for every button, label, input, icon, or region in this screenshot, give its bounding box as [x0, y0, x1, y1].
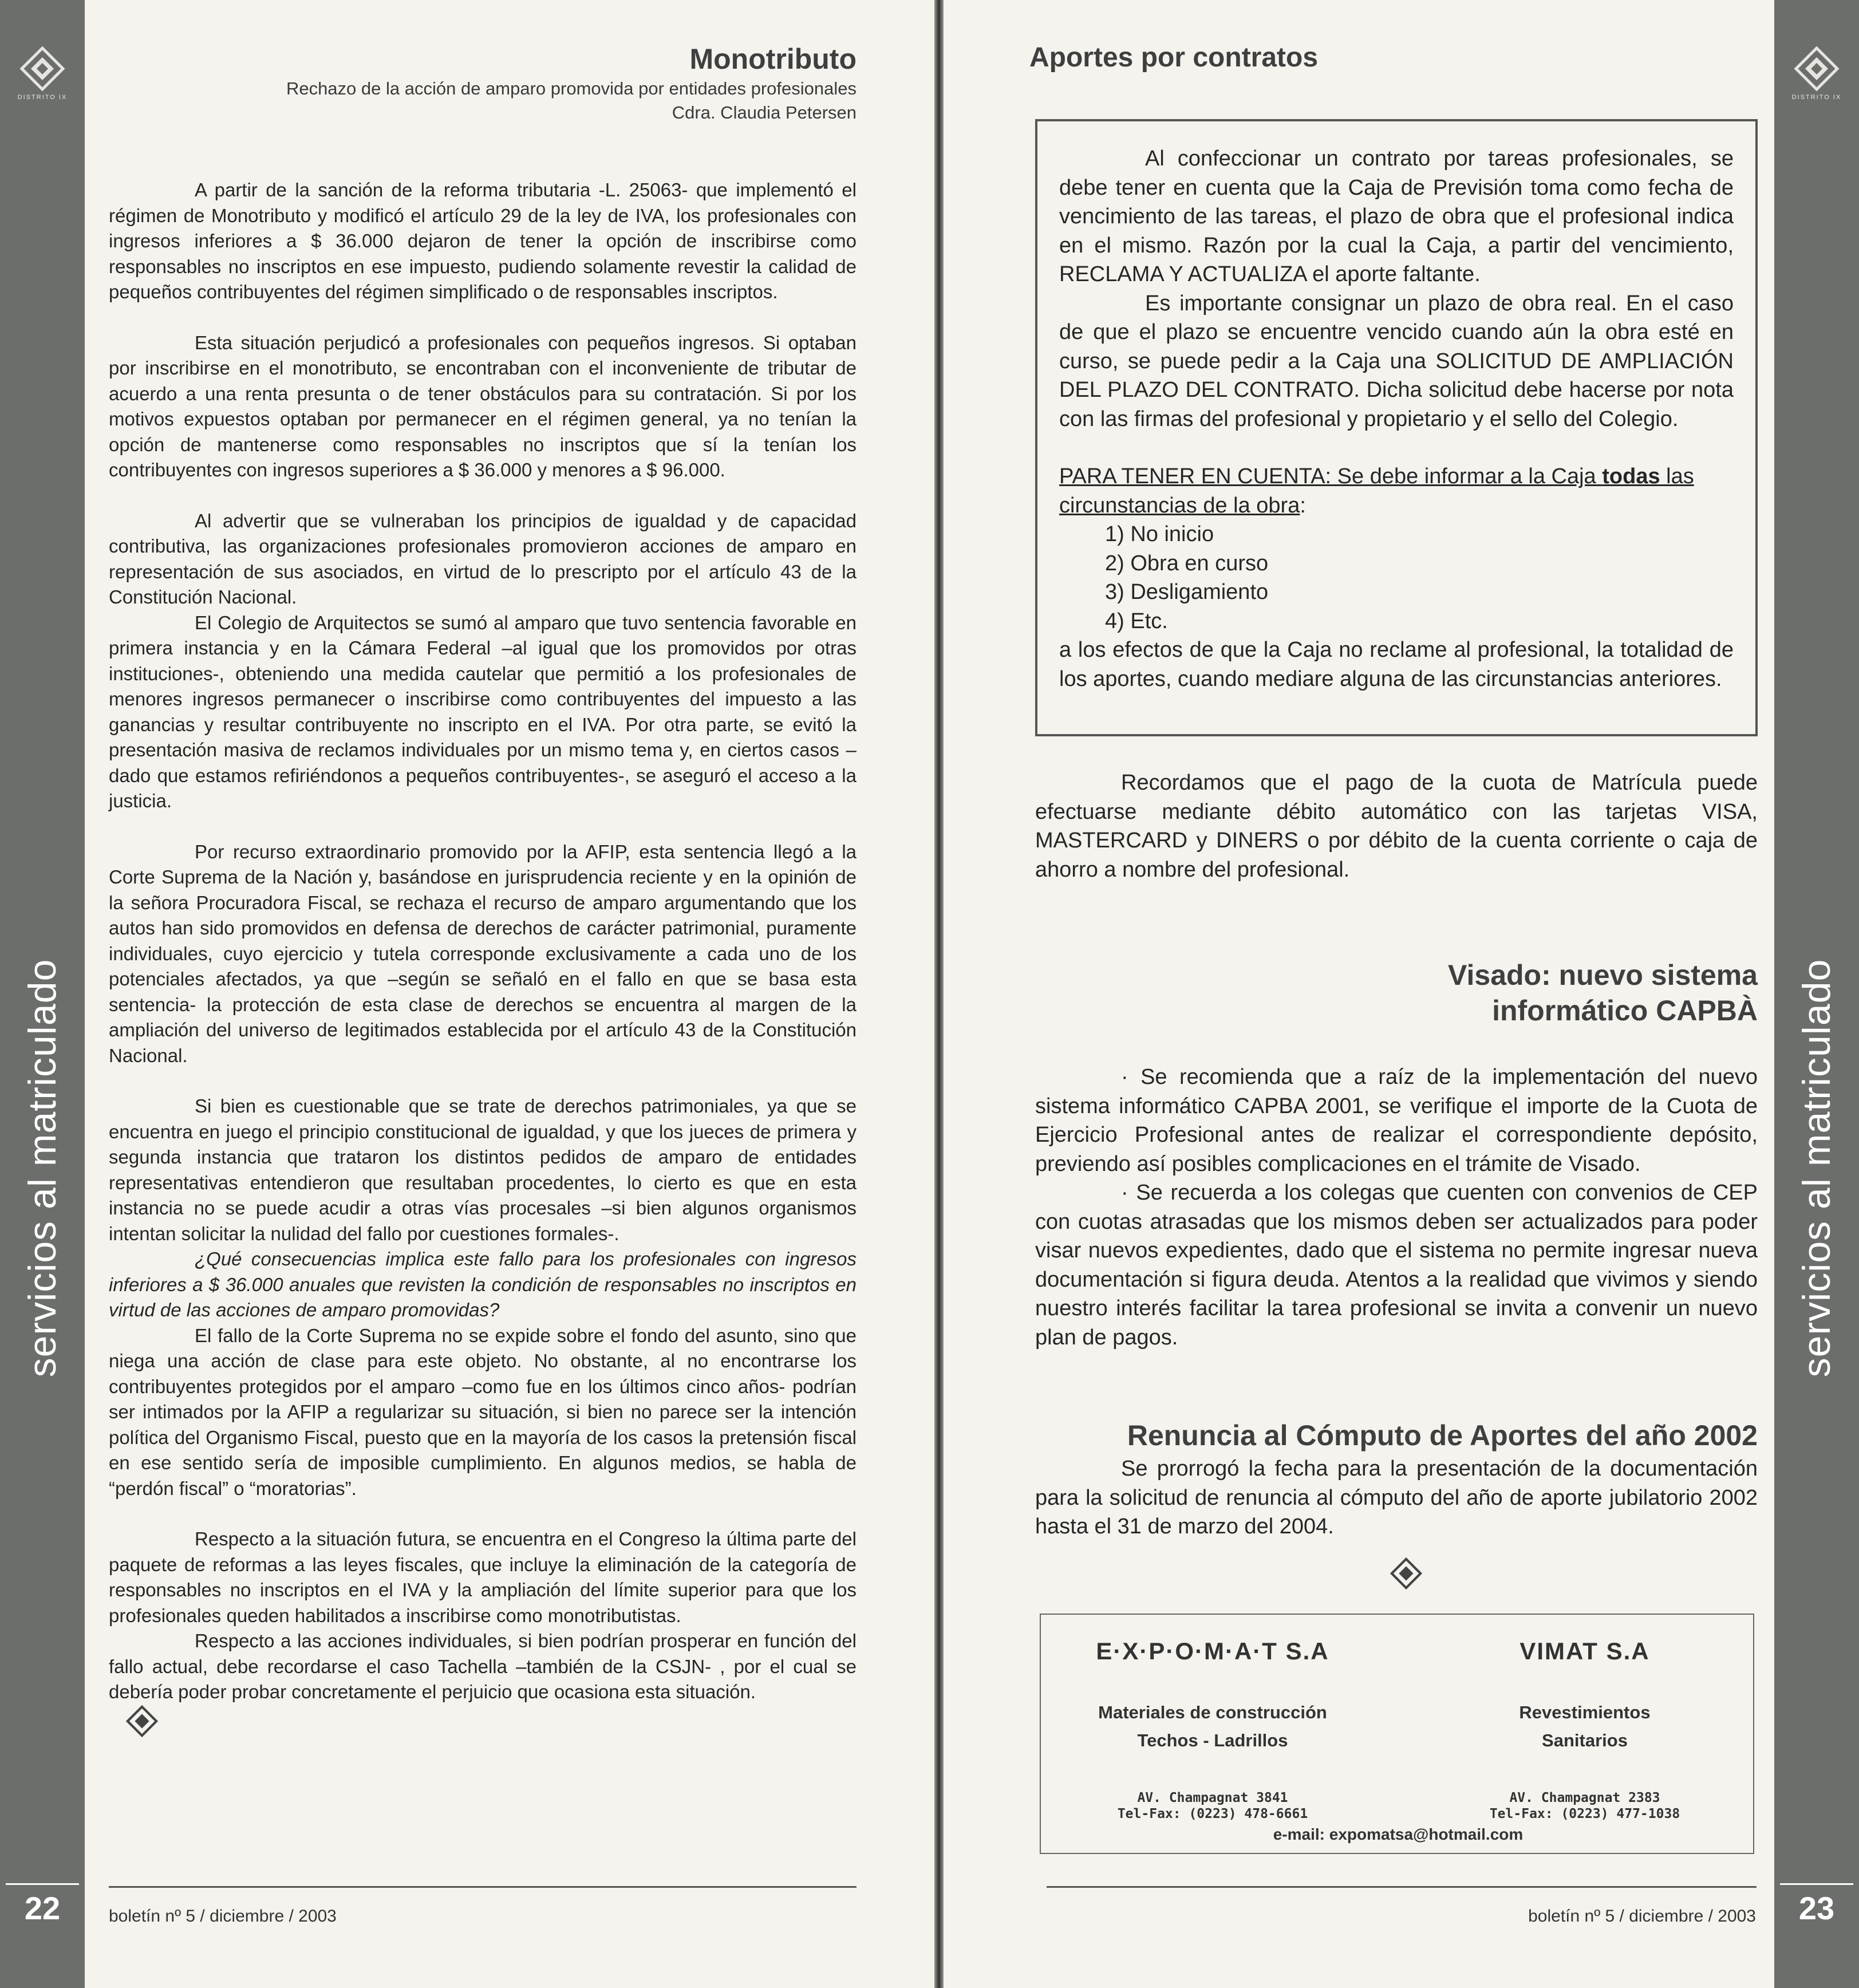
paragraph: Esta situación perjudicó a profesionales con pequeños ingresos. Si optaban por inscribirse en el monotributo, se encontraban con el inconveniente de tributar de acuerdo a una renta presunta o de tener obstáculos para su contratación. Si por los motivos expuestos optaban por permanecer en el régimen general, ya no tenían la opción de mantenerse como responsables no inscriptos que sí la tenían los contribuyentes con ingresos superiores a $ 36.000 y menores a $ 96.000. — [109, 332, 857, 480]
left-side-band — [0, 0, 85, 1988]
logo-caption: DISTRITO IX — [17, 94, 68, 101]
right-side-band — [1774, 0, 1859, 1988]
note-label: PARA TENER EN CUENTA — [1059, 464, 1325, 488]
visado-body — [1035, 1063, 1758, 1352]
note-paragraph — [1059, 462, 1734, 520]
advertisement-box — [1040, 1614, 1754, 1854]
paragraph: A partir de la sanción de la reforma tributaria -L. 25063- que implementó el régimen de Monotributo y modificó el artículo 29 de la ley de IVA, los profesionales con ingresos inferiores a $ 36.000 dejaron de tener la opción de inscribirse como responsables no inscriptos en ese impuesto, pudiendo solamente revestir la calidad de pequeños contribuyentes del régimen simplificado o de responsables inscriptos. — [109, 179, 857, 302]
paragraph: El fallo de la Corte Suprema no se expide sobre el fondo del asunto, sino que niega una acción de clase para este objeto. No obstante, al no encontrarse los contribuyentes protegidos por el amparo –como fue en los últimos cinco años- podrían ser intimados por la AFIP a regularizar su situación, si bien no parece ser la intención política del Organismo Fiscal, puesto que en la mayoría de los casos la pretensión fiscal en ese sentido sería de imposible cumplimiento. En algunos medios, se habla de “perdón fiscal” o “moratorias”. — [109, 1324, 857, 1499]
list-item: 1) No inicio — [1105, 522, 1214, 546]
ad-phone: Tel-Fax: (0223) 477-1038 — [1489, 1806, 1680, 1821]
ad-address: AV. Champagnat 2383 — [1509, 1790, 1660, 1805]
book-gutter — [934, 0, 944, 1988]
ad-line: Revestimientos — [1519, 1702, 1651, 1722]
aportes-box-text — [1059, 144, 1734, 693]
footer-rule — [1047, 1886, 1757, 1888]
page-number-box — [6, 1883, 79, 1940]
ad-phone: Tel-Fax: (0223) 478-6661 — [1117, 1806, 1308, 1821]
ad-email: e-mail: expomatsa@hotmail.com — [1273, 1825, 1523, 1843]
note-emphasis: todas — [1602, 464, 1660, 488]
visado-header — [1035, 957, 1758, 1028]
page-number: 22 — [24, 1890, 61, 1926]
advertiser-name: VIMAT S.A — [1519, 1638, 1650, 1664]
distrito-logo-icon — [19, 46, 65, 92]
section-vertical-label: servicios al matriculado — [21, 959, 64, 1378]
matricula-text — [1035, 768, 1758, 884]
matricula-paragraph: Recordamos que el pago de la cuota de Matrícula puede efectuarse mediante débito automático con las tarjetas VISA, MASTERCARD y DINERS o por débito de la cuenta corriente o caja de ahorro a nombre del profesional. — [1035, 771, 1758, 882]
renuncia-paragraph: Se prorrogó la fecha para la presentación de la documentación para la solicitud de renuncia al cómputo del año de aporte jubilatorio 2002 hasta el 31 de marzo del 2004. — [1035, 1457, 1758, 1539]
box-paragraph: Al confeccionar un contrato por tareas profesionales, se debe tener en cuenta que la Caja de Previsión toma como fecha de vencimiento de las tareas, el plazo de obra que el profesional indica en el mismo. Razón por la cual la Caja, a partir del vencimiento, RECLAMA Y ACTUALIZA el aporte faltante. — [1059, 147, 1734, 286]
list-item: 2) Obra en curso — [1105, 551, 1269, 575]
advertiser-name: E·X·P·O·M·A·T S.A — [1096, 1638, 1329, 1664]
paragraph: Por recurso extraordinario promovido por la AFIP, esta sentencia llegó a la Corte Suprema de la Nación y, basándose en jurisprudencia reciente y en la opinión de la señora Procuradora Fiscal, se rechaza el recurso de amparo argumentando que los autos han sido promovidos en defensa de derechos de carácter patrimonial, puramente individuales, cuyo ejercicio y tutela corresponde exclusivamente a cada uno de los potenciales afectados, ya que –según se señaló en el fallo en que se basa esta sentencia- la protección de esta clase de derechos se encuentra al margen de la ampliación del universo de legitimados establecida por el artículo 43 de la Constitución Nacional. — [109, 841, 857, 1066]
article-author: Cdra. Claudia Petersen — [672, 102, 857, 123]
list-item: 3) Desligamiento — [1105, 580, 1269, 604]
circumstances-list — [1059, 520, 1734, 636]
ad-address: AV. Champagnat 3841 — [1137, 1790, 1288, 1805]
footer-rule — [109, 1886, 857, 1888]
box-paragraph: Es importante consignar un plazo de obra real. En el caso de que el plazo se encuentre vencido cuando aún la obra esté en curso, se puede pedir a la Caja una SOLICITUD DE AMPLIACIÓN DEL PLAZO DEL CONTRATO. Dicha solicitud debe hacerse por nota con las firmas del profesional y propietario y el sello del Colegio. — [1059, 291, 1734, 431]
paragraph: Al advertir que se vulneraban los principios de igualdad y de capacidad contributiva, las organizaciones profesionales promovieron acciones de amparo en representación de sus asociados, en virtud de lo prescripto por el artículo 43 de la Constitución Nacional. — [109, 510, 857, 608]
list-item: 4) Etc. — [1105, 609, 1168, 633]
right-page — [944, 0, 1859, 1988]
paragraph: El Colegio de Arquitectos se sumó al amparo que tuvo sentencia favorable en primera instancia y en la Cámara Federal –al igual que los promovidos por otras instituciones-, obteniendo una medida cautelar que permitió a los profesionales de menores ingresos permanecer o inscribirse como contribuyentes del impuesto a las ganancias y resultar contribuyente no inscripto en el IVA. Por otra parte, se evitó la presentación masiva de reclamos individuales por un mismo tema y, en ciertos casos –dado que estamos refiriéndonos a pequeños contribuyentes-, se aseguró el acceso a la justicia. — [109, 612, 857, 811]
visado-paragraph: · Se recuerda a los colegas que cuenten con convenios de CEP con cuotas atrasadas que los mismos deben ser actualizados para poder visar nuevos expedientes, dado que el sistema no permite ingresar nueva documentación si figura deuda. Atentos a la realidad que vivimos y siendo nuestro interés facilitar la tarea profesional se invita a convenir un nuevo plan de pagos. — [1035, 1181, 1758, 1350]
section-vertical-label: servicios al matriculado — [1795, 959, 1838, 1378]
box-closing-paragraph: a los efectos de que la Caja no reclame al profesional, la totalidad de los aportes, cuando mediare alguna de las circunstancias anteriores. — [1059, 638, 1734, 691]
article-body — [109, 178, 857, 1737]
visado-title: Visado: nuevo sistema — [1448, 959, 1758, 991]
distrito-logo-icon — [1794, 46, 1840, 92]
end-mark-icon — [126, 1705, 158, 1737]
vimat-ad — [1430, 1638, 1739, 1822]
end-mark-icon — [1390, 1557, 1422, 1589]
ad-line: Techos - Ladrillos — [1137, 1730, 1288, 1750]
expomat-ad — [1052, 1638, 1373, 1822]
renuncia-body — [1035, 1454, 1758, 1541]
note-text: las circunstancias de la obra — [1059, 464, 1694, 518]
article-title: Monotributo — [689, 43, 857, 75]
ad-line: Sanitarios — [1542, 1730, 1628, 1750]
renuncia-title: Renuncia al Cómputo de Aportes del año 2002 — [1127, 1419, 1758, 1451]
question-paragraph: ¿Qué consecuencias implica este fallo para los profesionales con ingresos inferiores a $ 36.000 anuales que revisten la condición de responsables no inscriptos en virtud de las acciones de amparo promovidas? — [109, 1248, 857, 1320]
page-number-box — [1780, 1883, 1853, 1940]
note-text: : Se debe informar a la Caja — [1325, 464, 1603, 488]
visado-title-line2: informático CAPBÀ — [1492, 995, 1758, 1027]
page-footer: boletín nº 5 / diciembre / 2003 — [109, 1907, 337, 1926]
ad-line: Materiales de construcción — [1098, 1702, 1327, 1722]
page-number: 23 — [1798, 1890, 1835, 1926]
paragraph: Si bien es cuestionable que se trate de derechos patrimoniales, ya que se encuentra en juego el principio constitucional de igualdad, y que los jueces de primera y segunda instancia que trataron los distintos pedidos de amparo de entidades representativas entendieron que resultaban procedentes, lo cierto es que en esta instancia no se puede acudir a otras vías procesales –si bien algunos organismos intentan solicitar la nulidad del fallo por cuestiones formales-. — [109, 1095, 857, 1244]
aportes-title: Aportes por contratos — [1029, 42, 1319, 73]
note-colon: : — [1300, 493, 1306, 518]
paragraph: Respecto a la situación futura, se encuentra en el Congreso la última parte del paquete de reformas a las leyes fiscales, que incluye la eliminación de la categoría de responsables no inscriptos en el IVA y la ampliación del límite superior para que los profesionales queden habilitados a inscribirse como monotributistas. — [109, 1528, 857, 1626]
page-footer: boletín nº 5 / diciembre / 2003 — [1528, 1907, 1756, 1926]
article-header — [109, 41, 857, 125]
logo-caption: DISTRITO IX — [1791, 94, 1842, 101]
visado-paragraph: · Se recomienda que a raíz de la implementación del nuevo sistema informático CAPBA 2001, se verifique el importe de la Cuota de Ejercicio Profesional antes de realizar el correspondiente depósito, previendo así posibles complicaciones en el trámite de Visado. — [1035, 1065, 1758, 1176]
aportes-info-box — [1035, 119, 1758, 736]
article-subtitle: Rechazo de la acción de amparo promovida por entidades profesionales — [286, 78, 857, 98]
paragraph: Respecto a las acciones individuales, si bien podrían prosperar en función del fallo actual, debe recordarse el caso Tachella –también de la CSJN- , por el cual se debería poder probar concretamente el perjuicio que ocasiona esta situación. — [109, 1630, 857, 1702]
